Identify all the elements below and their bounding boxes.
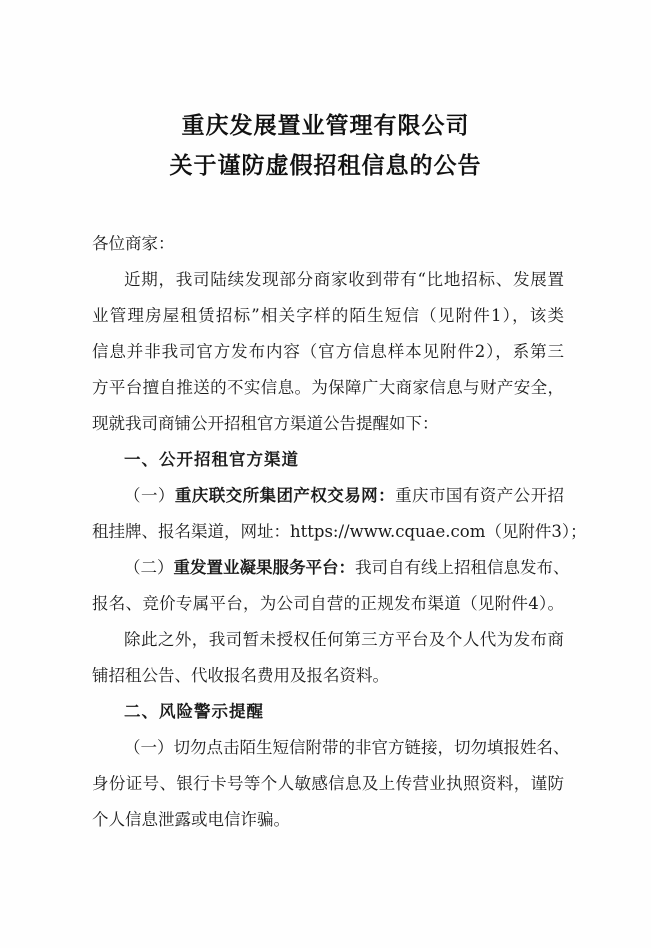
channel-note-line-1: 除此之外，我司暂未授权任何第三方平台及个人代为发布商 [124, 630, 564, 649]
intro-line-4: 方平台擅自推送的不实信息。为保障广大商家信息与财产安全， [92, 378, 564, 397]
intro-line-1: 近期，我司陆续发现部分商家收到带有“比地招标、发展置 [124, 270, 564, 289]
section-heading-official-channels: 一、公开招租官方渠道 [124, 450, 299, 469]
channel-item-2-line-2: 报名、竞价专属平台，为公司自营的正规发布渠道（见附件4）。 [92, 594, 564, 613]
channel-note-line-2: 铺招租公告、代收报名费用及报名资料。 [92, 666, 389, 685]
intro-line-3: 信息并非我司官方发布内容（官方信息样本见附件2），系第三 [92, 342, 564, 361]
channel-item-1-line-2: 租挂牌、报名渠道，网址：https://www.cquae.com（见附件3）； [92, 522, 587, 541]
channel-item-2-label: 重发置业凝果服务平台： [173, 558, 355, 577]
channel-item-1-prefix: （一） [124, 486, 175, 505]
document-title-company: 重庆发展置业管理有限公司 [181, 112, 470, 139]
channel-item-2-text: 我司自有线上招租信息发布、 [355, 558, 570, 577]
channel-item-1-label: 重庆联交所集团产权交易网： [174, 486, 396, 505]
intro-line-5: 现就我司商铺公开招租官方渠道公告提醒如下： [92, 414, 439, 433]
warning-item-1-line-1: （一）切勿点击陌生短信附带的非官方链接，切勿填报姓名、 [124, 738, 570, 757]
channel-item-1-line-1 [124, 484, 564, 508]
greeting: 各位商家： [92, 234, 175, 253]
channel-item-1-text: 重庆市国有资产公开招 [395, 486, 565, 505]
channel-item-2-line-1 [124, 556, 570, 580]
warning-item-1-line-3: 个人信息泄露或电信诈骗。 [92, 810, 290, 829]
warning-item-1-line-2: 身份证号、银行卡号等个人敏感信息及上传营业执照资料，谨防 [92, 774, 564, 793]
section-heading-risk-warning: 二、风险警示提醒 [124, 702, 264, 721]
channel-item-2-prefix: （二） [124, 558, 174, 577]
document-title-subject: 关于谨防虚假招租信息的公告 [169, 152, 482, 179]
intro-line-2: 业管理房屋租赁招标”相关字样的陌生短信（见附件1），该类 [92, 306, 564, 325]
